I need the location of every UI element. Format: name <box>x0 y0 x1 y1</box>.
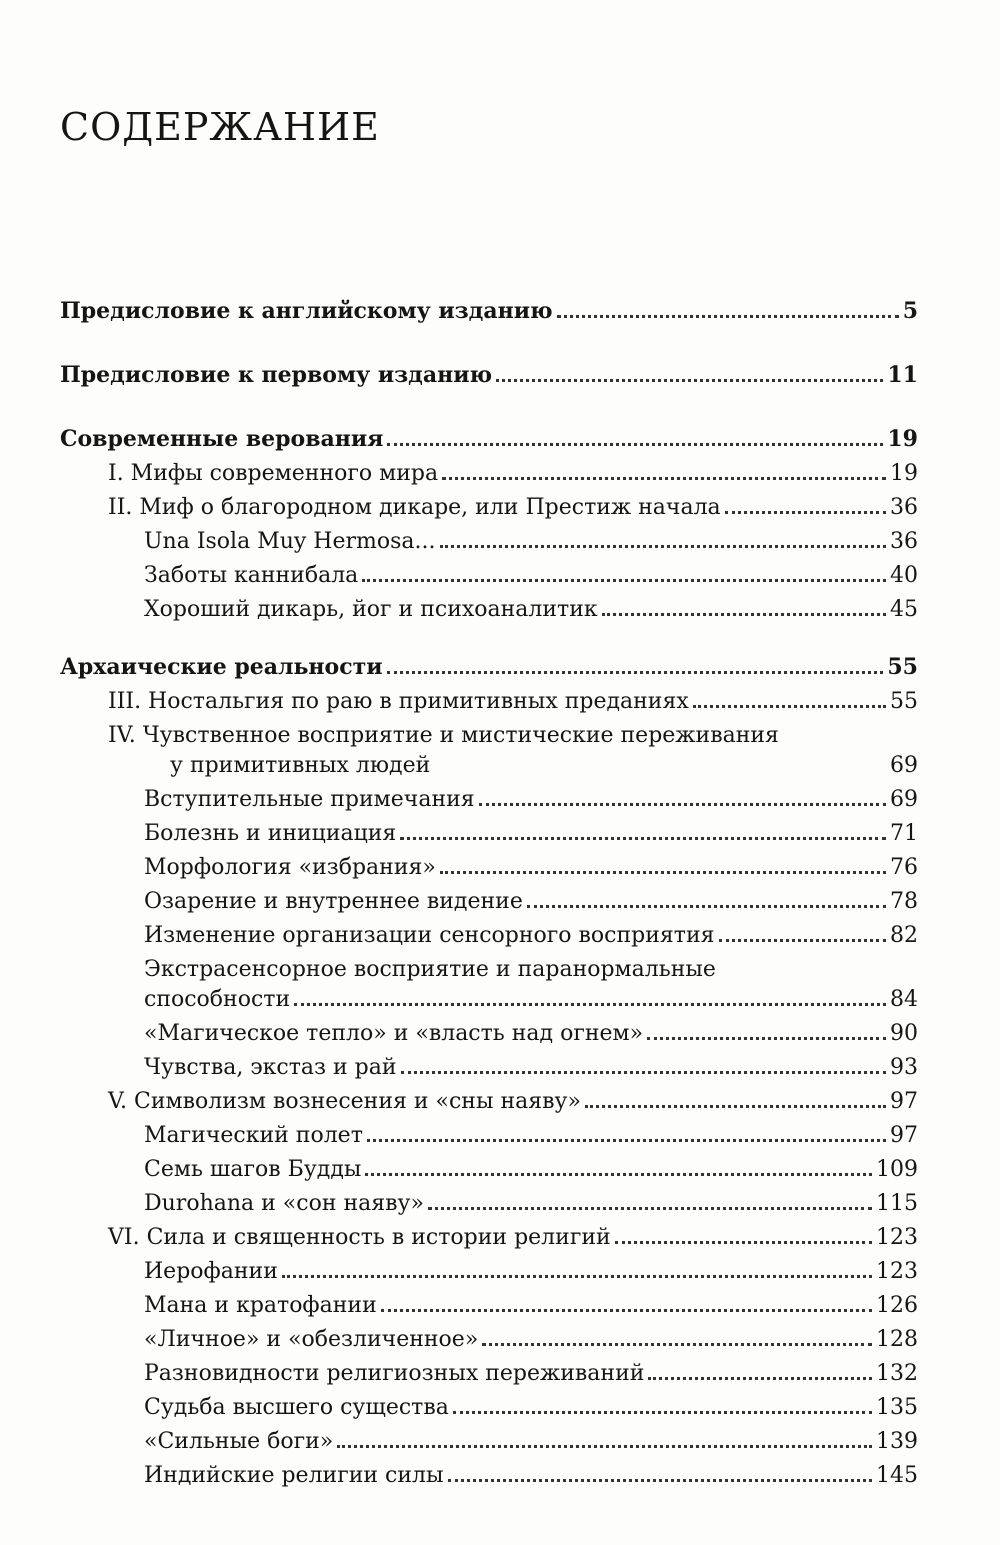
toc-entry[interactable] <box>60 812 918 846</box>
toc-page-number: 109 <box>876 1157 918 1182</box>
toc-entry[interactable] <box>60 418 918 452</box>
toc-entry[interactable] <box>60 1318 918 1352</box>
toc-entry[interactable] <box>60 680 918 714</box>
dot-leader <box>440 871 886 874</box>
toc-entry-label-continuation: способности <box>144 987 291 1012</box>
dot-leader <box>362 579 886 582</box>
toc-page-number: 36 <box>890 529 918 554</box>
toc-page-number: 40 <box>890 563 918 588</box>
toc-entry[interactable] <box>60 486 918 520</box>
toc-entry-label: Durohana и «сон наяву» <box>144 1191 424 1216</box>
toc-entry-label: Архаические реальности <box>60 654 383 680</box>
toc-entry-label: III. Ностальгия по раю в примитивных преданиях <box>108 689 689 714</box>
dot-leader <box>602 613 886 616</box>
toc-page-number: 11 <box>887 362 918 388</box>
toc-entry-label: IV. Чувственное восприятие и мистические переживания <box>108 723 779 748</box>
toc-entry[interactable] <box>60 1080 918 1114</box>
toc-page-number: 90 <box>890 1021 918 1046</box>
toc-entry-label: Морфология «избрания» <box>144 855 436 880</box>
toc-entry[interactable] <box>60 1012 918 1046</box>
toc-entry[interactable] <box>60 554 918 588</box>
toc-page-number: 84 <box>890 987 918 1012</box>
toc-page-number: 76 <box>890 855 918 880</box>
toc-page-number: 78 <box>890 889 918 914</box>
toc-entry-label: Предисловие к английскому изданию <box>60 298 553 324</box>
toc-entry[interactable] <box>60 778 918 812</box>
toc-entry[interactable] <box>60 354 918 388</box>
toc-entry[interactable] <box>60 588 918 622</box>
toc-entry[interactable] <box>60 452 918 486</box>
toc-entry-label: «Магическое тепло» и «власть над огнем» <box>144 1021 644 1046</box>
toc-entry[interactable] <box>60 290 918 324</box>
toc-entry[interactable] <box>60 1250 918 1284</box>
toc-page-number: 123 <box>876 1225 918 1250</box>
toc-entry-first-line[interactable] <box>60 714 779 748</box>
toc-entry-label: Иерофании <box>144 1259 278 1284</box>
dot-leader <box>428 1207 872 1210</box>
toc-entry-label: Экстрасенсорное восприятие и паранормальные <box>144 957 716 982</box>
toc-entry[interactable] <box>60 978 918 1012</box>
toc-entry[interactable] <box>60 646 918 680</box>
dot-leader <box>647 1037 886 1040</box>
toc-entry-label: Вступительные примечания <box>144 787 475 812</box>
toc-page-number: 128 <box>876 1327 918 1352</box>
toc-entry-label: VI. Сила и священность в истории религий <box>108 1225 611 1250</box>
toc-entry[interactable] <box>60 1046 918 1080</box>
toc-page-number: 97 <box>890 1123 918 1148</box>
toc-entry-label: Магический полет <box>144 1123 363 1148</box>
dot-leader <box>434 769 886 772</box>
toc-page-number: 135 <box>876 1395 918 1420</box>
dot-leader <box>693 705 886 708</box>
toc-entry-label: Una Isola Muy Hermosa... <box>144 529 436 554</box>
dot-leader <box>337 1445 872 1448</box>
toc-entry[interactable] <box>60 1114 918 1148</box>
toc-page-number: 139 <box>876 1429 918 1454</box>
toc-page-number: 115 <box>876 1191 918 1216</box>
dot-leader <box>482 1343 872 1346</box>
dot-leader <box>453 1411 872 1414</box>
toc-entry[interactable] <box>60 846 918 880</box>
toc-page-number: 123 <box>876 1259 918 1284</box>
page-title: СОДЕРЖАНИЕ <box>60 105 380 149</box>
dot-leader <box>381 1309 872 1312</box>
dot-leader <box>400 837 886 840</box>
toc-page-number: 55 <box>890 689 918 714</box>
dot-leader <box>365 1173 872 1176</box>
toc-entry[interactable] <box>60 1420 918 1454</box>
dot-leader <box>585 1105 886 1108</box>
toc-entry-label: Изменение организации сенсорного восприятия <box>144 923 715 948</box>
toc-entry[interactable] <box>60 744 918 778</box>
dot-leader <box>448 1479 872 1482</box>
toc-entry-label: Разновидности религиозных переживаний <box>144 1361 645 1386</box>
toc-page-number: 82 <box>890 923 918 948</box>
toc-entry-label: I. Мифы современного мира <box>108 461 439 486</box>
toc-entry-label: Современные верования <box>60 426 384 452</box>
toc-page-number: 45 <box>890 597 918 622</box>
toc-entry-label: Хороший дикарь, йог и психоаналитик <box>144 597 598 622</box>
toc-entry-label: Предисловие к первому изданию <box>60 362 493 388</box>
toc-entry-label: «Сильные боги» <box>144 1429 334 1454</box>
dot-leader <box>282 1275 872 1278</box>
toc-page-number: 5 <box>902 298 918 324</box>
dot-leader <box>401 1071 886 1074</box>
dot-leader <box>648 1377 872 1380</box>
dot-leader <box>719 939 887 942</box>
toc-entry[interactable] <box>60 1454 918 1488</box>
dot-leader <box>440 545 886 548</box>
toc-entry[interactable] <box>60 880 918 914</box>
dot-leader <box>725 511 886 514</box>
dot-leader <box>615 1241 872 1244</box>
toc-page-number: 36 <box>890 495 918 520</box>
dot-leader <box>387 443 883 446</box>
toc-entry[interactable] <box>60 914 918 948</box>
toc-entry[interactable] <box>60 1352 918 1386</box>
toc-page-number: 71 <box>890 821 918 846</box>
toc-page-number: 69 <box>890 753 918 778</box>
toc-page-number: 145 <box>876 1463 918 1488</box>
toc-entry[interactable] <box>60 1284 918 1318</box>
toc-entry-label: Заботы каннибала <box>144 563 359 588</box>
toc-entry-label-continuation: у примитивных людей <box>170 753 431 778</box>
dot-leader <box>527 905 886 908</box>
dot-leader <box>294 1003 886 1006</box>
toc-entry-label: Судьба высшего существа <box>144 1395 449 1420</box>
toc-entry[interactable] <box>60 1148 918 1182</box>
toc-entry[interactable] <box>60 520 918 554</box>
toc-page-number: 93 <box>890 1055 918 1080</box>
dot-leader <box>496 379 883 382</box>
dot-leader <box>479 803 886 806</box>
dot-leader <box>387 671 884 674</box>
toc-entry[interactable] <box>60 1216 918 1250</box>
toc-entry-label: V. Символизм вознесения и «сны наяву» <box>108 1089 581 1114</box>
toc-page-number: 55 <box>887 654 918 680</box>
toc-entry-label: Болезнь и инициация <box>144 821 397 846</box>
dot-leader <box>442 477 886 480</box>
toc-page-number: 132 <box>876 1361 918 1386</box>
toc-entry-label: Мана и кратофании <box>144 1293 377 1318</box>
toc-page-number: 19 <box>887 426 918 452</box>
toc-entry[interactable] <box>60 1386 918 1420</box>
toc-entry-label: Индийские религии силы <box>144 1463 444 1488</box>
toc-page-number: 97 <box>890 1089 918 1114</box>
toc-entry-first-line[interactable] <box>60 948 716 982</box>
dot-leader <box>367 1139 886 1142</box>
toc-page-number: 126 <box>876 1293 918 1318</box>
toc-entry-label: Чувства, экстаз и рай <box>144 1055 397 1080</box>
dot-leader <box>557 315 899 318</box>
toc-page-number: 19 <box>890 461 918 486</box>
toc-entry[interactable] <box>60 1182 918 1216</box>
toc-entry-label: II. Миф о благородном дикаре, или Престиж начала <box>108 495 721 520</box>
toc-entry-label: Семь шагов Будды <box>144 1157 362 1182</box>
toc-page-number: 69 <box>890 787 918 812</box>
toc-entry-label: Озарение и внутреннее видение <box>144 889 523 914</box>
toc-entry-label: «Личное» и «обезличенное» <box>144 1327 479 1352</box>
